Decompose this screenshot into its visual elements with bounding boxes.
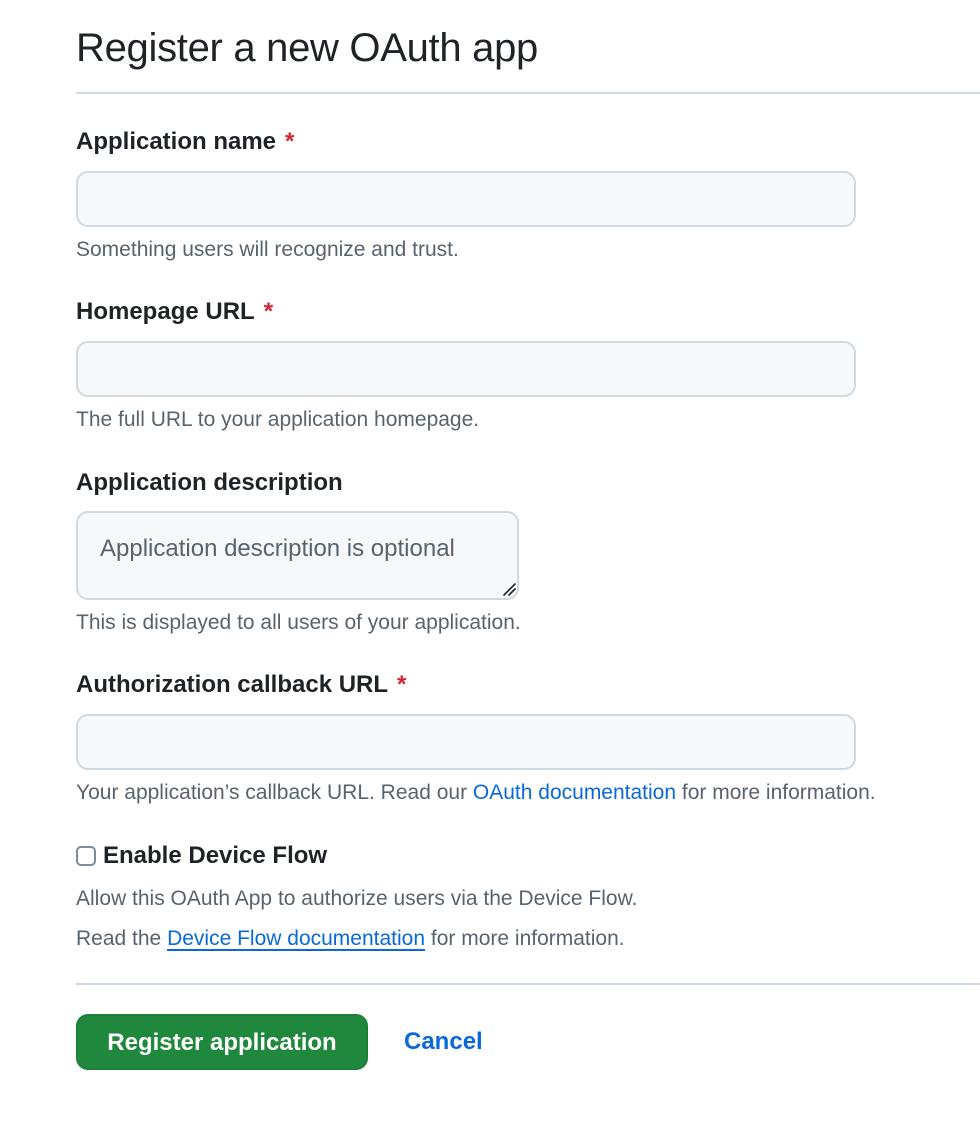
- homepage-url-help: The full URL to your application homepage.: [76, 408, 480, 431]
- callback-url-help: [76, 778, 876, 808]
- description-label-text: Application description: [76, 469, 343, 496]
- callback-url-input[interactable]: [76, 714, 856, 770]
- form-divider: [76, 983, 980, 985]
- homepage-url-input[interactable]: [76, 341, 856, 397]
- app-name-help: Something users will recognize and trust.: [76, 238, 459, 261]
- device-flow-documentation-link[interactable]: Device Flow documentation: [167, 927, 426, 950]
- callback-url-label: [76, 669, 406, 701]
- register-application-button[interactable]: Register application: [76, 1014, 368, 1070]
- description-textarea[interactable]: [76, 511, 519, 600]
- page-title: Register a new OAuth app: [76, 26, 538, 70]
- required-star: *: [263, 298, 274, 325]
- homepage-url-label: [76, 296, 273, 328]
- app-name-label: [76, 126, 294, 158]
- enable-device-flow-checkbox[interactable]: [76, 846, 96, 866]
- device-flow-help-prefix: Read the: [76, 927, 168, 950]
- required-star: *: [397, 671, 407, 698]
- cancel-link[interactable]: Cancel: [404, 1028, 483, 1055]
- oauth-documentation-link[interactable]: OAuth documentation: [472, 781, 677, 804]
- callback-help-suffix: for more information.: [676, 781, 876, 804]
- description-help: This is displayed to all users of your application.: [76, 611, 521, 634]
- device-flow-help-line2: [76, 924, 625, 954]
- description-label: [76, 467, 343, 499]
- enable-device-flow-label[interactable]: Enable Device Flow: [103, 842, 328, 869]
- title-divider: [76, 92, 980, 94]
- device-flow-help-line1: Allow this OAuth App to authorize users via the Device Flow.: [76, 887, 638, 910]
- resize-grip-icon[interactable]: [502, 582, 516, 596]
- app-name-input[interactable]: [76, 171, 856, 227]
- app-name-label-text: Application name: [76, 128, 277, 155]
- callback-help-prefix: Your application’s callback URL. Read our: [76, 781, 473, 804]
- required-star: *: [285, 128, 295, 155]
- homepage-url-label-text: Homepage URL: [76, 298, 255, 325]
- callback-url-label-text: Authorization callback URL: [76, 671, 389, 698]
- device-flow-help-suffix: for more information.: [425, 927, 625, 950]
